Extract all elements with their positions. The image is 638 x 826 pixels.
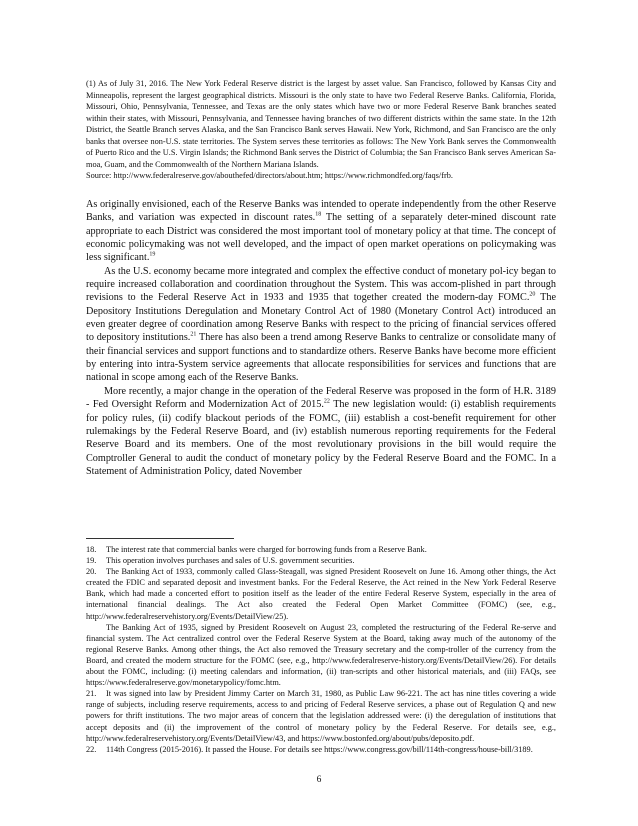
footnote-20: [86, 566, 556, 621]
paragraph-3-part-b: The new legislation would: (i) establish requirements for policy rules, (ii) codify blackout periods of the FOMC, (iii) establish a cost-benefit requirement for other rulemakings by the Federal Reserve Board, and (iv) establish numerous reporting requirements for the Federal Reserve Board and its members. One of the most revolutionary provisions in the bill would require the Comptroller General to audit the conduct of monetary policy by the Federal Reserve Board and the FOMC. In a Statement of Administration Policy, dated November: [86, 399, 556, 477]
page-number: 6: [316, 775, 322, 785]
footnote-ref-19[interactable]: 19: [149, 251, 156, 258]
table-note-source: Source: http://www.federalreserve.gov/abouthefed/directors/about.htm; https://www.richmondfed.org/faqs/frb.: [86, 171, 453, 180]
table-note-text: (1) As of July 31, 2016. The New York Federal Reserve district is the largest by asset value. San Francisco, followed by Kansas City and Minneapolis, represent the largest geographical districts. Missouri is the only state to have two Federal Reserve Banks. California, Florida, Missouri, Ohio, Pennsylvania, Tennessee, and Texas are the only states which have two or more Federal Reserve Bank branches seated within their states, with Missouri, Pennsylvania, and Tennessee having branches of two different districts within the same state. In the 12th District, the Seattle Branch serves Alaska, and the San Francisco Bank serves Hawaii. New York, Richmond, and San Francisco are the only banks that oversee non-U.S. state territories. The System serves these territories as follows: The New York Bank serves the Commonwealth of Puerto Rico and the U.S. Virgin Islands; the Richmond Bank serves the District of Columbia; the San Francisco Bank serves American Sa-moa, Guam, and the Commonwealth of the Northern Mariana Islands.: [86, 79, 556, 169]
footnote-text: It was signed into law by President Jimmy Carter on March 31, 1980, as Public Law 96-221. The act has nine titles covering a wide range of subjects, including reserve requirements, access to and pricing of Federal Reserve services, a phase out of Regulation Q and new powers for thrift institutions. The two major areas of concern that the legislation addressed were: (i) the deregulation of institutions that accept deposits and (ii) the improvement of the control of monetary policy by the Federal Reserve. For details see, e.g., http://www.federalreservehistory.org/Events/DetailView/43, and https://www.bostonfed.org/about/pubs/deposito.pdf.: [86, 689, 556, 743]
footnote-number: 22.: [86, 744, 97, 754]
footnote-22: [86, 744, 556, 755]
paragraph-2: [86, 265, 556, 385]
footnote-text: 114th Congress (2015-2016). It passed the House. For details see https://www.congress.gov/bill/114th-congress/house-bill/3189.: [106, 744, 533, 754]
paragraph-2-part-c: There has also been a trend among Reserve Banks to centralize or consolidate many of their financial services and support functions and to standardize others. Reserve Banks have become more efficient by entering into intra-System service agreements that allocate responsibilities for services and functions that are national in scope among each of the Reserve Banks.: [86, 332, 556, 384]
footnote-number: 20.: [86, 567, 97, 577]
footnote-number: 18.: [86, 545, 97, 554]
paragraph-2-part-b: The Depository Institutions Deregulation and Monetary Control Act of 1980 (Monetary Control Act) introduced an even greater degree of coordination among Reserve Banks with respect to the pricing of financial services offered to depository institutions.: [86, 292, 556, 344]
footnote-number: 19.: [86, 556, 97, 566]
paragraph-3-part-a: More recently, a major change in the operation of the Federal Reserve was proposed in the form of H.R. 3189 - Fed Oversight Reform and Modernization Act of 2015.: [86, 385, 556, 411]
footnote-text: This operation involves purchases and sales of U.S. government securities.: [106, 556, 355, 566]
footnote-ref-20[interactable]: 20: [529, 292, 536, 299]
footnote-text: The interest rate that commercial banks were charged for borrowing funds from a Reserve Bank.: [106, 545, 427, 554]
footnote-ref-21[interactable]: 21: [190, 332, 197, 339]
body-text: [86, 198, 556, 478]
footnote-ref-22[interactable]: 22: [323, 398, 330, 405]
paragraph-3: [86, 385, 556, 478]
footnote-20-continuation: The Banking Act of 1935, signed by President Roosevelt on August 23, completed the restructuring of the Federal Re-serve and financial system. The Act centralized control over the Federal Reserve System at the Board, taking away much of the autonomy of the regional Reserve Banks. Among other things, the Act also removed the Treasury secretary and the comp-troller of the currency from the Board, and created the modern structure for the FOMC (see, e.g., http://www.federalreserve-history.org/Events/DetailView/26). For details about the FOMC, including: (i) meeting calendars and information, (ii) tran-scripts and other historical materials, and (iii) FAQs, see https://www.federalreserve.gov/monetarypolicy/fomc.htm.: [86, 622, 556, 688]
footnote-19: [86, 555, 556, 566]
footnote-21: [86, 688, 556, 743]
paragraph-1: [86, 198, 556, 265]
footnote-separator: [86, 538, 234, 539]
table-note: [86, 78, 556, 182]
paragraph-1-part-a: As originally envisioned, each of the Reserve Banks was intended to operate independently from the other Reserve Banks, and variation was expected in discount rates.: [86, 199, 556, 224]
paragraph-2-part-a: As the U.S. economy became more integrated and complex the effective conduct of monetary pol-icy began to require increased collaboration and coordination throughout the System. This was accom-plished in part through revisions to the Federal Reserve Act in 1933 and 1935 that together created the modern-day FOMC.: [86, 265, 556, 304]
paragraph-1-part-b: The setting of a separately deter-mined discount rate appropriate to each District was considered the most important tool of monetary policy at that time. The concept of economic policymaking was not well developed, and the impact of open market operations on policymaking was less significant.: [86, 212, 557, 264]
footnote-18: [86, 544, 556, 555]
footnotes: [86, 544, 556, 755]
footnote-ref-18[interactable]: 18: [315, 211, 322, 218]
footnote-text: The Banking Act of 1933, commonly called Glass-Steagall, was signed President Roosevelt on June 16. Among other things, the Act created the FDIC and separated deposit and investment banks. For the Federal Reserve, the Act reined in the New York Federal Reserve Bank, which had made a concerted effort to position itself as the leader of the entire Federal Reserve System, especially in the area of international financial dealings. The Act also created the Federal Open Market Committee (FOMC) (see, e.g., http://www.federalreservehistory.org/Events/DetailView/25).: [86, 567, 556, 621]
footnote-number: 21.: [86, 689, 97, 699]
